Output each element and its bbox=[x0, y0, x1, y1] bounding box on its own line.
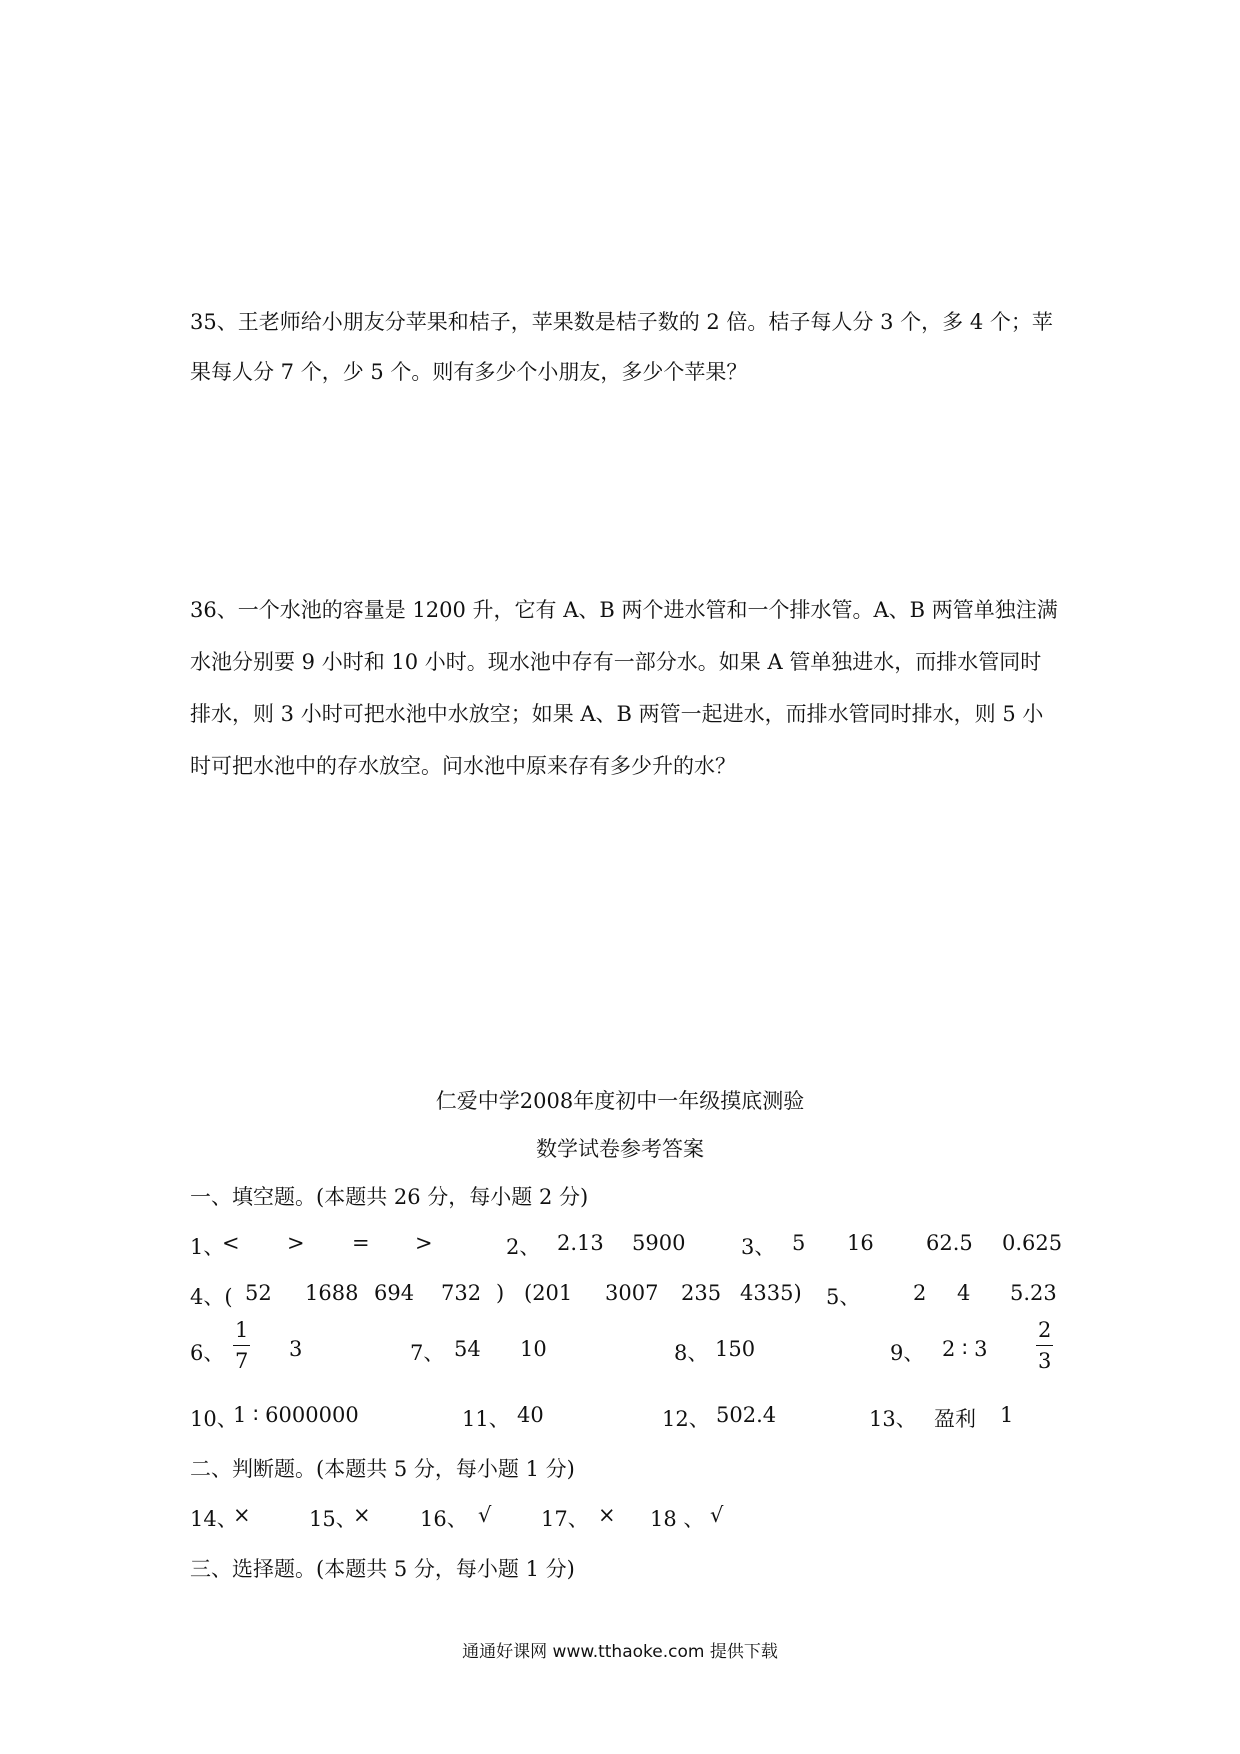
fraction-numerator: 1 bbox=[233, 1320, 250, 1346]
answer-9-fraction bbox=[1036, 1320, 1053, 1372]
footer-source: 通通好课网 www.tthaoke.com 提供下载 bbox=[462, 1642, 778, 1662]
answer-2-label: 2、 bbox=[506, 1235, 541, 1259]
answer-4-value: 52 bbox=[245, 1281, 272, 1305]
answer-6-value: 3 bbox=[289, 1337, 303, 1361]
answer-4-value: 1688 bbox=[305, 1281, 359, 1305]
answer-18-label: 18 、 bbox=[650, 1507, 705, 1531]
answer-9-value: 2 ∶ 3 bbox=[942, 1337, 988, 1361]
answer-1-value: < bbox=[222, 1231, 240, 1255]
answer-13-label: 13、 bbox=[869, 1407, 917, 1431]
section-multiple-choice-heading: 三、选择题。(本题共 5 分，每小题 1 分) bbox=[190, 1557, 575, 1581]
answer-5-value: 2 bbox=[913, 1281, 927, 1305]
answer-4-value: 235 bbox=[681, 1281, 722, 1305]
answer-4-value: 694 bbox=[374, 1281, 415, 1305]
fraction-denominator: 3 bbox=[1038, 1349, 1052, 1373]
fraction-numerator: 2 bbox=[1036, 1320, 1053, 1346]
answer-15-value: × bbox=[353, 1503, 371, 1527]
answer-1-value: > bbox=[415, 1231, 433, 1255]
answer-13-value: 1 bbox=[1000, 1403, 1014, 1427]
answer-5-value: 5.23 bbox=[1010, 1281, 1057, 1305]
answer-14-value: × bbox=[233, 1503, 251, 1527]
answer-8-label: 8、 bbox=[674, 1341, 709, 1365]
answer-16-value: √ bbox=[478, 1503, 492, 1527]
answer-10-label: 10、 bbox=[190, 1407, 238, 1431]
answer-2-value: 2.13 bbox=[557, 1231, 604, 1255]
answer-12-label: 12、 bbox=[662, 1407, 710, 1431]
answer-6-label: 6、 bbox=[190, 1341, 225, 1365]
answer-1-value: = bbox=[352, 1231, 370, 1255]
answer-6-fraction bbox=[233, 1320, 250, 1372]
section-true-false-heading: 二、判断题。(本题共 5 分，每小题 1 分) bbox=[190, 1457, 575, 1481]
answer-1-value: > bbox=[287, 1231, 305, 1255]
section-fill-blank-heading: 一、填空题。(本题共 26 分，每小题 2 分) bbox=[190, 1185, 589, 1209]
answer-4-close: ) bbox=[496, 1281, 505, 1305]
q35-line-2: 果每人分 7 个，少 5 个。则有多少个小朋友，多少个苹果？ bbox=[190, 360, 748, 384]
answer-5-label: 5、 bbox=[826, 1285, 861, 1309]
answer-15-label: 15、 bbox=[309, 1507, 357, 1531]
answer-1-label: 1、 bbox=[190, 1235, 225, 1259]
answer-14-label: 14、 bbox=[190, 1507, 238, 1531]
answer-9-label: 9、 bbox=[890, 1341, 925, 1365]
answer-3-value: 0.625 bbox=[1002, 1231, 1063, 1255]
q36-line-1: 36、一个水池的容量是 1200 升，它有 A、B 两个进水管和一个排水管。A、B 两管单独注满 bbox=[190, 598, 1058, 622]
answer-12-value: 502.4 bbox=[716, 1403, 777, 1427]
fraction-denominator: 7 bbox=[235, 1349, 249, 1373]
answer-4-value: 3007 bbox=[605, 1281, 659, 1305]
answer-5-value: 4 bbox=[957, 1281, 971, 1305]
answer-3-value: 62.5 bbox=[926, 1231, 973, 1255]
answer-11-label: 11、 bbox=[462, 1407, 510, 1431]
q35-line-1: 35、王老师给小朋友分苹果和桔子，苹果数是桔子数的 2 倍。桔子每人分 3 个，多 4 个；苹 bbox=[190, 310, 1053, 334]
answer-17-label: 17、 bbox=[541, 1507, 589, 1531]
q36-line-4: 时可把水池中的存水放空。问水池中原来存有多少升的水？ bbox=[190, 754, 736, 778]
answer-3-value: 5 bbox=[792, 1231, 806, 1255]
answer-3-label: 3、 bbox=[741, 1235, 776, 1259]
answer-2-value: 5900 bbox=[632, 1231, 686, 1255]
answer-3-value: 16 bbox=[847, 1231, 874, 1255]
answer-17-value: × bbox=[598, 1503, 616, 1527]
answer-4-label: 4、( bbox=[190, 1285, 233, 1309]
answer-11-value: 40 bbox=[517, 1403, 544, 1427]
answer-10-value: 1 ∶ 6000000 bbox=[233, 1403, 359, 1427]
answer-7-value: 10 bbox=[520, 1337, 547, 1361]
answer-4-value: 732 bbox=[441, 1281, 482, 1305]
answer-18-value: √ bbox=[710, 1503, 724, 1527]
answer-subtitle: 数学试卷参考答案 bbox=[536, 1137, 704, 1161]
answer-16-label: 16、 bbox=[420, 1507, 468, 1531]
answer-title: 仁爱中学2008年度初中一年级摸底测验 bbox=[435, 1089, 805, 1113]
answer-13-value: 盈利 bbox=[934, 1407, 976, 1431]
answer-4-value: 4335) bbox=[740, 1281, 802, 1305]
q36-line-3: 排水，则 3 小时可把水池中水放空；如果 A、B 两管一起进水，而排水管同时排水，则 5 小 bbox=[190, 702, 1044, 726]
answer-8-value: 150 bbox=[715, 1337, 756, 1361]
answer-4-value: (201 bbox=[524, 1281, 573, 1305]
answer-7-label: 7、 bbox=[410, 1341, 445, 1365]
answer-7-value: 54 bbox=[454, 1337, 481, 1361]
q36-line-2: 水池分别要 9 小时和 10 小时。现水池中存有一部分水。如果 A 管单独进水，而排水管同时 bbox=[190, 650, 1042, 674]
